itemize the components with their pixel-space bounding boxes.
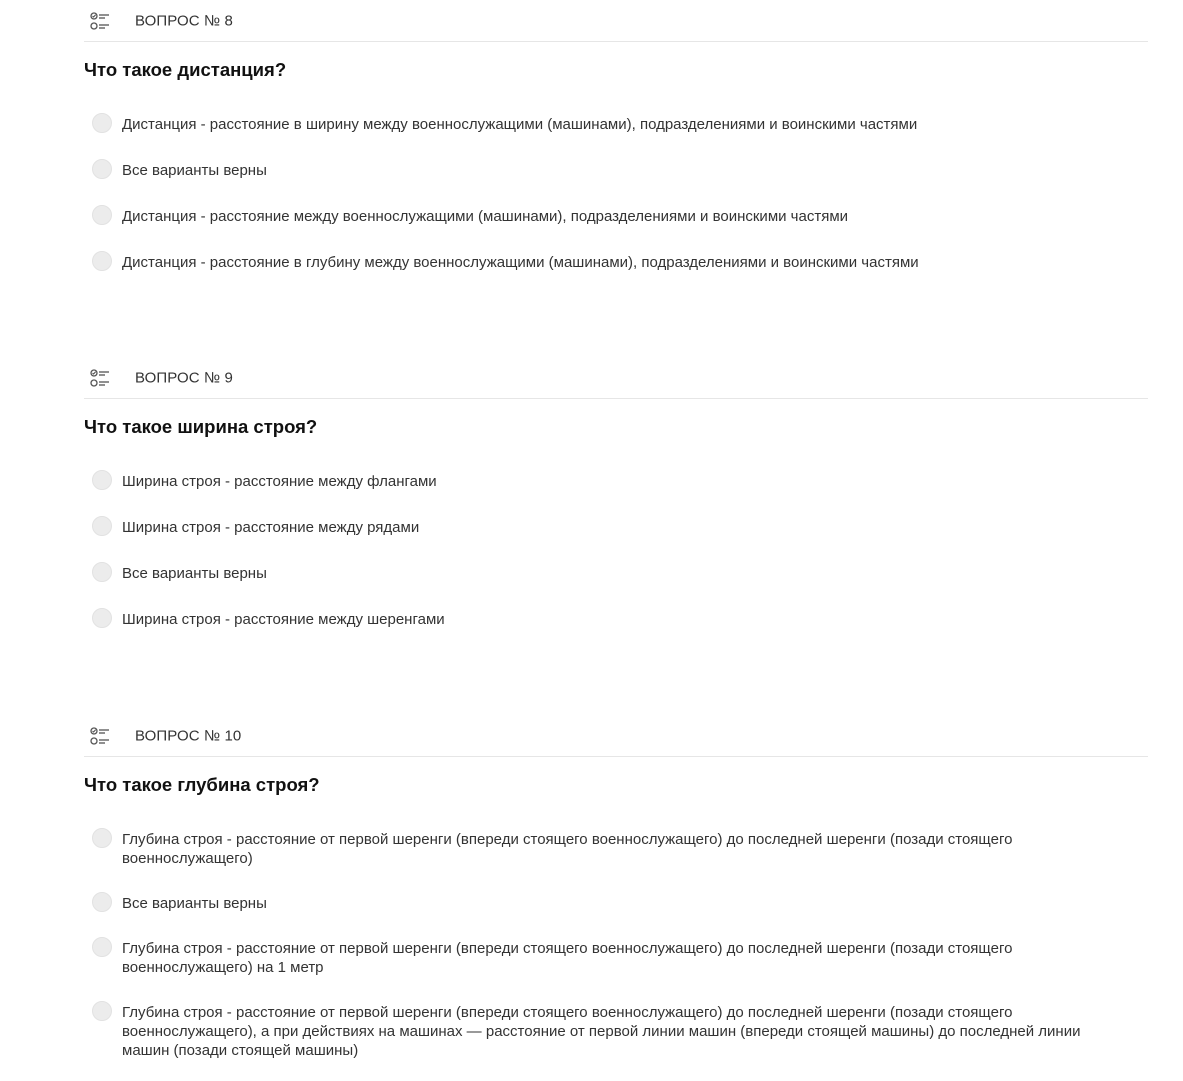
answer-option-label: Ширина строя - расстояние между шеренгами: [122, 611, 445, 628]
answer-option[interactable]: [92, 161, 1092, 180]
question-number: ВОПРОС № 9: [135, 369, 233, 386]
checklist-icon: [90, 11, 110, 31]
answer-option[interactable]: [92, 894, 1092, 913]
answer-option-label: Глубина строя - расстояние от первой шеренги (впереди стоящего военнослужащего) до последней шеренги (позади стоящего военнослужащего), а при действиях на машинах — расстояние от первой линии машин (впереди стоящей машины) до последней линии машин (позади стоящей машины): [122, 1004, 1081, 1059]
answer-option[interactable]: [92, 518, 1092, 537]
question-8: [84, 0, 1148, 271]
answer-option-label: Все варианты верны: [122, 565, 267, 582]
question-10: [84, 715, 1148, 1059]
radio-button-icon[interactable]: [92, 892, 112, 912]
radio-button-icon[interactable]: [92, 159, 112, 179]
radio-button-icon[interactable]: [92, 205, 112, 225]
answer-option-label: Дистанция - расстояние в ширину между военнослужащими (машинами), подразделениями и воинскими частями: [122, 116, 918, 133]
question-number: ВОПРОС № 10: [135, 727, 242, 744]
question-9: [84, 357, 1148, 628]
answer-option-label: Ширина строя - расстояние между рядами: [122, 519, 420, 536]
answer-option-label: Дистанция - расстояние в глубину между военнослужащими (машинами), подразделениями и воинскими частями: [122, 254, 919, 271]
question-title: Что такое ширина строя?: [84, 416, 318, 437]
answer-option-label: Глубина строя - расстояние от первой шеренги (впереди стоящего военнослужащего) до последней шеренги (позади стоящего военнослужащего) на 1 метр: [122, 940, 1013, 976]
checklist-icon: [90, 368, 110, 388]
answer-option[interactable]: [92, 1003, 1092, 1060]
radio-button-icon[interactable]: [92, 113, 112, 133]
radio-button-icon[interactable]: [92, 470, 112, 490]
question-title: Что такое глубина строя?: [84, 774, 320, 795]
question-header: [84, 715, 1148, 757]
answer-option-label: Все варианты верны: [122, 162, 267, 179]
question-header: [84, 357, 1148, 399]
radio-button-icon[interactable]: [92, 251, 112, 271]
answer-option-label: Ширина строя - расстояние между флангами: [122, 473, 437, 490]
answer-option[interactable]: [92, 207, 1092, 226]
radio-button-icon[interactable]: [92, 562, 112, 582]
answer-option-label: Дистанция - расстояние между военнослужащими (машинами), подразделениями и воинскими частями: [122, 208, 849, 225]
question-title: Что такое дистанция?: [84, 59, 287, 80]
radio-button-icon[interactable]: [92, 1001, 112, 1021]
answer-option[interactable]: [92, 115, 1092, 134]
answer-option[interactable]: [92, 253, 1092, 272]
answer-option[interactable]: [92, 939, 1092, 977]
radio-button-icon[interactable]: [92, 608, 112, 628]
answer-option[interactable]: [92, 830, 1092, 868]
answer-option-label: Все варианты верны: [122, 895, 267, 912]
answer-option-label: Глубина строя - расстояние от первой шеренги (впереди стоящего военнослужащего) до последней шеренги (позади стоящего военнослужащего): [122, 831, 1013, 867]
radio-button-icon[interactable]: [92, 828, 112, 848]
question-number: ВОПРОС № 8: [135, 12, 233, 29]
answer-option[interactable]: [92, 610, 1092, 629]
question-header: [84, 0, 1148, 42]
checklist-icon: [90, 726, 110, 746]
answer-option[interactable]: [92, 564, 1092, 583]
radio-button-icon[interactable]: [92, 516, 112, 536]
radio-button-icon[interactable]: [92, 937, 112, 957]
answer-option[interactable]: [92, 472, 1092, 491]
